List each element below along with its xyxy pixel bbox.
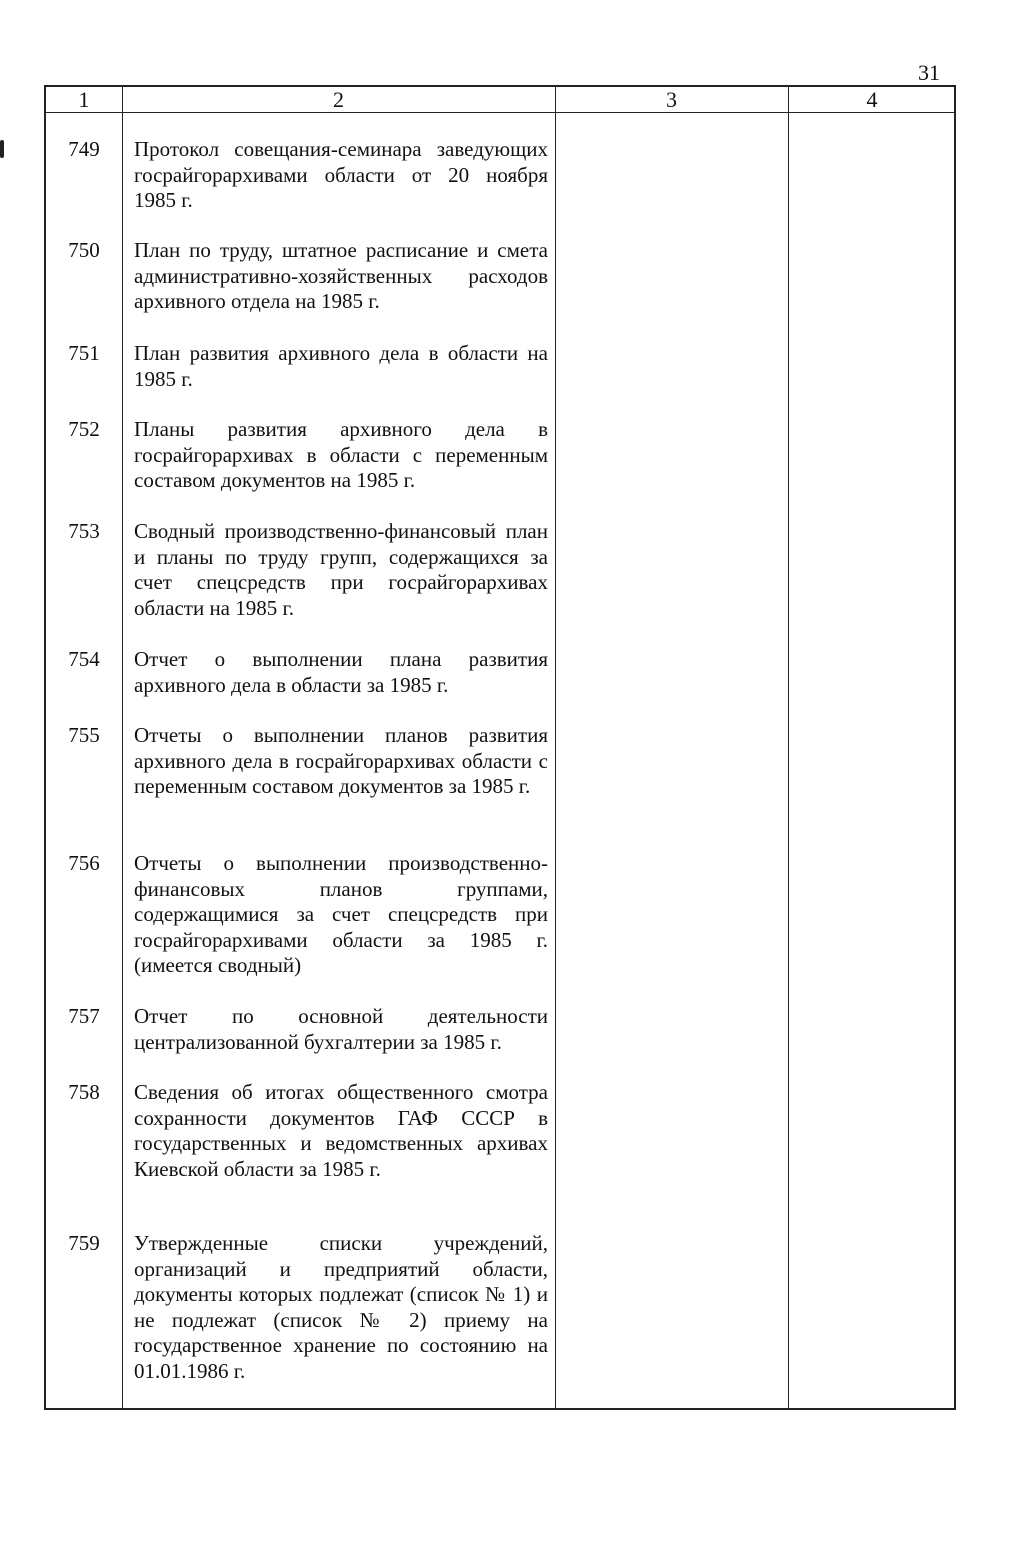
row-title: Отчет по основной деятельности централизованной бухгалтерии за 1985 г. bbox=[134, 1004, 548, 1054]
row-number: 758 bbox=[68, 1080, 100, 1104]
row-title: Отчет о выполнении плана развития архивного дела в области за 1985 г. bbox=[134, 647, 548, 697]
row-number: 750 bbox=[68, 238, 100, 262]
row-title: Утвержденные списки учреждений, организаций и предприятий области, документы которых подлежат (список № 1) и не подлежат (список № 2) приему на государственное хранение по состоянию на 01.01.1986 г. bbox=[134, 1231, 548, 1383]
row-number: 753 bbox=[68, 519, 100, 543]
column-header-2: 2 bbox=[333, 87, 344, 112]
row-number: 749 bbox=[68, 137, 100, 161]
column-divider bbox=[122, 87, 123, 1408]
row-number: 755 bbox=[68, 723, 100, 747]
row-title: Отчеты о выполнении планов развития архивного дела в госрайгорархивах области с переменным составом документов за 1985 г. bbox=[134, 723, 548, 798]
row-title: Сведения об итогах общественного смотра сохранности документов ГАФ СССР в государственных и ведомственных архивах Киевской области за 1985 г. bbox=[134, 1080, 548, 1181]
row-number: 759 bbox=[68, 1231, 100, 1255]
column-divider bbox=[555, 87, 556, 1408]
row-title: Протокол совещания-семинара заведующих госрайгорархивами области от 20 ноября 1985 г. bbox=[134, 137, 548, 212]
row-title: План по труду, штатное расписание и смета административно-хозяйственных расходов архивного отдела на 1985 г. bbox=[134, 238, 548, 313]
margin-mark bbox=[0, 140, 4, 158]
column-header-1: 1 bbox=[78, 87, 90, 112]
column-header-4: 4 bbox=[866, 87, 878, 112]
row-number: 754 bbox=[68, 647, 100, 671]
row-number: 752 bbox=[68, 417, 100, 441]
row-title: План развития архивного дела в области на 1985 г. bbox=[134, 341, 548, 391]
column-divider bbox=[788, 87, 789, 1408]
row-number: 757 bbox=[68, 1004, 100, 1028]
row-title: Отчеты о выполнении производственно-финансовых планов группами, содержащимися за счет спецсредств при госрайгорархивами области за 1985 г. (имеется сводный) bbox=[134, 851, 548, 977]
row-number: 751 bbox=[68, 341, 100, 365]
column-header-3: 3 bbox=[666, 87, 677, 112]
header-divider bbox=[46, 112, 954, 113]
row-number: 756 bbox=[68, 851, 100, 875]
row-title: Планы развития архивного дела в госрайгорархивах в области с переменным составом документов на 1985 г. bbox=[134, 417, 548, 492]
row-title: Сводный производственно-финансовый план и планы по труду групп, содержащихся за счет спецсредств при госрайгорархивах области на 1985 г. bbox=[134, 519, 548, 620]
inventory-table bbox=[44, 85, 956, 1410]
page-number: 31 bbox=[918, 60, 940, 85]
